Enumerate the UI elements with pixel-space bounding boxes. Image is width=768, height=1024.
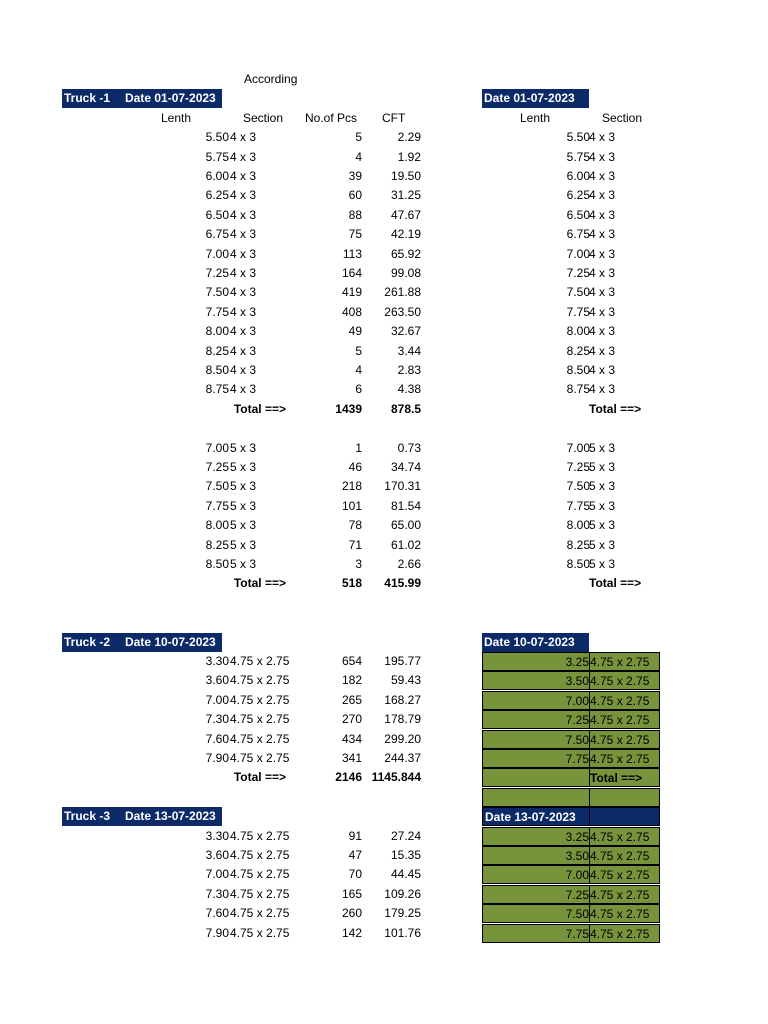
right-section-cell: 4 x 3 [589,130,616,145]
section-cell: 4.75 x 2.75 [230,673,290,688]
right-length-cell: 8.25 [566,537,590,552]
pcs-cell: 78 [348,518,362,533]
cft-cell: 1.92 [397,149,421,164]
length-cell: 7.25 [205,460,229,474]
section-cell: 4 x 3 [230,304,257,319]
right-length-cell: 3.25 [482,652,590,671]
pcs-cell: 260 [341,906,362,921]
cft-cell: 109.26 [384,886,421,901]
right-section-cell: 5 x 3 [589,440,616,455]
cft-cell: 19.50 [390,169,421,183]
pcs-cell: 70 [348,867,362,882]
right-section-cell: 4 x 3 [589,324,616,339]
right-empty-cell [589,807,660,826]
length-cell: 6.50 [205,207,229,222]
right-date-header: Date 10-07-2023 [482,633,589,652]
right-length-cell: 7.50 [566,285,590,300]
pcs-cell: 47 [348,848,362,862]
right-section-cell: 5 x 3 [589,479,616,494]
section-cell: 4.75 x 2.75 [230,906,290,921]
cft-cell: 3.44 [397,343,421,358]
right-section-cell: 4.75 x 2.75 [589,730,660,749]
right-section-cell: 4.75 x 2.75 [589,846,660,865]
cft-cell: 27.24 [390,828,421,843]
cft-cell: 34.74 [390,460,421,474]
right-total-label: Total ==> [589,401,642,416]
right-length-cell: 6.50 [566,207,590,222]
right-empty-cell [589,788,660,807]
cft-cell: 31.25 [390,188,421,203]
pcs-cell: 91 [348,828,362,843]
total-label: Total ==> [233,576,286,591]
cft-cell: 168.27 [384,692,421,707]
cft-cell: 299.20 [384,731,421,746]
cft-cell: 179.25 [384,906,421,921]
truck-label: Truck -1 [64,91,111,106]
right-section-cell: 4 x 3 [589,169,616,183]
pcs-cell: 265 [341,692,362,707]
section-cell: 5 x 3 [230,460,257,474]
length-cell: 7.50 [205,285,229,300]
right-length-cell: 7.00 [566,246,590,261]
section-cell: 4.75 x 2.75 [230,848,290,862]
section-cell: 4 x 3 [230,324,257,339]
section-cell: 4 x 3 [230,266,257,280]
right-section-cell: 4 x 3 [589,246,616,261]
length-cell: 7.60 [205,906,229,921]
right-section-cell: 4 x 3 [589,188,616,203]
right-length-cell: 7.00 [482,865,590,884]
truck-date: Date 10-07-2023 [125,634,216,649]
length-cell: 7.00 [205,440,229,455]
pcs-cell: 408 [341,304,362,319]
right-length-cell: 7.75 [566,498,590,513]
right-total-label: Total ==> [589,576,642,591]
right-length-cell: 7.50 [482,730,590,749]
section-cell: 4 x 3 [230,188,257,203]
section-cell: 5 x 3 [230,557,257,571]
section-cell: 4.75 x 2.75 [230,712,290,727]
right-length-cell: 6.75 [566,227,590,242]
right-date-header: Date 01-07-2023 [482,89,589,108]
right-section-cell: 5 x 3 [589,460,616,474]
right-length-cell: 7.00 [566,440,590,455]
right-length-cell: 5.75 [566,149,590,164]
right-section-cell: 4 x 3 [589,304,616,319]
section-cell: 4 x 3 [230,382,257,397]
right-length-cell: 3.25 [482,827,590,846]
cft-cell: 244.37 [384,751,421,765]
length-cell: 6.00 [205,169,229,183]
pcs-cell: 270 [341,712,362,727]
length-cell: 3.60 [205,848,229,862]
pcs-cell: 419 [341,285,362,300]
right-col-header-section: Section [602,110,643,125]
section-cell: 5 x 3 [230,537,257,552]
pcs-cell: 6 [355,382,362,397]
cft-cell: 65.00 [390,518,421,533]
section-cell: 4.75 x 2.75 [230,654,290,668]
pcs-cell: 60 [348,188,362,203]
cft-cell: 2.29 [397,130,421,145]
right-length-cell: 6.25 [566,188,590,203]
cft-cell: 81.54 [390,498,421,513]
total-label: Total ==> [233,401,286,416]
pcs-cell: 5 [355,343,362,358]
right-section-cell: 4 x 3 [589,363,616,377]
length-cell: 7.75 [205,498,229,513]
right-total-label: Total ==> [589,768,660,787]
cft-cell: 170.31 [384,479,421,494]
length-cell: 7.00 [205,692,229,707]
right-length-cell: 8.50 [566,557,590,571]
right-section-cell: 4.75 x 2.75 [589,691,660,710]
section-cell: 4.75 x 2.75 [230,692,290,707]
cft-cell: 65.92 [390,246,421,261]
cft-cell: 44.45 [390,867,421,882]
length-cell: 8.50 [205,363,229,377]
cft-cell: 101.76 [384,925,421,940]
col-header-pcs: No.of Pcs [305,110,358,125]
col-header-length: Lenth [161,110,192,125]
section-cell: 4 x 3 [230,343,257,358]
length-cell: 8.00 [205,324,229,339]
right-date-header: Date 13-07-2023 [482,807,590,826]
length-cell: 7.25 [205,266,229,280]
right-length-cell: 7.25 [566,266,590,280]
section-cell: 4.75 x 2.75 [230,886,290,901]
total-cft: 1145.844 [371,770,421,785]
length-cell: 7.30 [205,886,229,901]
right-section-cell: 4.75 x 2.75 [589,671,660,690]
pcs-cell: 434 [341,731,362,746]
section-cell: 4 x 3 [230,227,257,242]
truck-label: Truck -3 [64,809,111,824]
right-section-cell: 4.75 x 2.75 [589,885,660,904]
right-section-cell: 4.75 x 2.75 [589,865,660,884]
right-length-cell: 7.75 [482,924,590,943]
right-length-cell: 8.50 [566,363,590,377]
length-cell: 8.00 [205,518,229,533]
pcs-cell: 5 [355,130,362,145]
total-pcs: 518 [341,576,362,591]
section-cell: 4.75 x 2.75 [230,731,290,746]
right-section-cell: 5 x 3 [589,537,616,552]
pcs-cell: 182 [341,673,362,688]
length-cell: 7.60 [205,731,229,746]
section-cell: 4 x 3 [230,285,257,300]
cft-cell: 61.02 [390,537,421,552]
cft-cell: 178.79 [384,712,421,727]
pcs-cell: 101 [341,498,362,513]
cft-cell: 261.88 [384,285,421,300]
right-section-cell: 5 x 3 [589,518,616,533]
right-length-cell: 5.50 [566,130,590,145]
pcs-cell: 49 [348,324,362,339]
pcs-cell: 75 [348,227,362,242]
pcs-cell: 4 [355,363,362,377]
right-length-cell: 7.50 [566,479,590,494]
total-label: Total ==> [233,770,286,785]
cft-cell: 59.43 [390,673,421,688]
right-section-cell: 4 x 3 [589,227,616,242]
length-cell: 8.75 [205,382,229,397]
right-section-cell: 4.75 x 2.75 [589,827,660,846]
right-length-cell: 7.50 [482,904,590,923]
right-length-cell: 8.25 [566,343,590,358]
right-length-cell: 8.75 [566,382,590,397]
length-cell: 6.25 [205,188,229,203]
section-cell: 4 x 3 [230,207,257,222]
length-cell: 7.75 [205,304,229,319]
right-length-cell: 8.00 [566,518,590,533]
right-length-cell: 7.25 [566,460,590,474]
length-cell: 5.75 [205,149,229,164]
right-length-cell: 7.75 [566,304,590,319]
pcs-cell: 165 [341,886,362,901]
cft-cell: 47.67 [390,207,421,222]
cft-cell: 0.73 [397,440,421,455]
right-length-cell: 6.00 [566,169,590,183]
length-cell: 7.30 [205,712,229,727]
section-cell: 4 x 3 [230,149,257,164]
pcs-cell: 654 [341,654,362,668]
section-cell: 5 x 3 [230,518,257,533]
right-section-cell: 5 x 3 [589,557,616,571]
cft-cell: 42.19 [390,227,421,242]
pcs-cell: 142 [341,925,362,940]
pcs-cell: 46 [348,460,362,474]
truck-date: Date 01-07-2023 [125,91,216,106]
right-section-cell: 4.75 x 2.75 [589,924,660,943]
right-section-cell: 4.75 x 2.75 [589,710,660,729]
pcs-cell: 4 [355,149,362,164]
section-cell: 4.75 x 2.75 [230,751,290,765]
cft-cell: 2.66 [397,557,421,571]
right-length-cell: 7.00 [482,691,590,710]
truck-label: Truck -2 [64,634,111,649]
section-cell: 4 x 3 [230,363,257,377]
right-length-cell: 7.75 [482,749,590,768]
right-section-cell: 4.75 x 2.75 [589,904,660,923]
length-cell: 6.75 [205,227,229,242]
section-cell: 4 x 3 [230,246,257,261]
length-cell: 3.30 [205,828,229,843]
right-section-cell: 4 x 3 [589,382,616,397]
col-header-section: Section [243,110,284,125]
length-cell: 7.50 [205,479,229,494]
right-section-cell: 4.75 x 2.75 [589,652,660,671]
right-section-cell: 4 x 3 [589,207,616,222]
cft-cell: 4.38 [397,382,421,397]
right-section-cell: 4 x 3 [589,149,616,164]
pcs-cell: 1 [355,440,362,455]
right-section-cell: 4 x 3 [589,343,616,358]
cft-cell: 15.35 [390,848,421,862]
right-section-cell: 5 x 3 [589,498,616,513]
length-cell: 8.25 [205,537,229,552]
right-length-cell: 7.25 [482,710,590,729]
length-cell: 7.90 [205,751,229,765]
length-cell: 7.90 [205,925,229,940]
truck-date: Date 13-07-2023 [125,809,216,824]
right-empty-cell [482,768,590,787]
pcs-cell: 39 [348,169,362,183]
col-header-cft: CFT [382,110,406,125]
length-cell: 3.30 [205,654,229,668]
pcs-cell: 164 [341,266,362,280]
right-section-cell: 4 x 3 [589,266,616,280]
length-cell: 7.00 [205,246,229,261]
section-cell: 4.75 x 2.75 [230,925,290,940]
cft-cell: 2.83 [397,363,421,377]
right-length-cell: 8.00 [566,324,590,339]
section-cell: 5 x 3 [230,479,257,494]
section-cell: 4 x 3 [230,130,257,145]
cft-cell: 195.77 [384,654,421,668]
section-cell: 5 x 3 [230,440,257,455]
section-cell: 4.75 x 2.75 [230,867,290,882]
section-cell: 4.75 x 2.75 [230,828,290,843]
pcs-cell: 218 [341,479,362,494]
pcs-cell: 3 [355,557,362,571]
cft-cell: 32.67 [390,324,421,339]
total-pcs: 2146 [335,770,362,785]
pcs-cell: 88 [348,207,362,222]
pcs-cell: 71 [348,537,362,552]
length-cell: 8.25 [205,343,229,358]
right-section-cell: 4.75 x 2.75 [589,749,660,768]
right-section-cell: 4 x 3 [589,285,616,300]
total-cft: 415.99 [384,576,421,591]
right-length-cell: 3.50 [482,846,590,865]
total-pcs: 1439 [335,401,362,416]
section-cell: 5 x 3 [230,498,257,513]
right-length-cell: 3.50 [482,671,590,690]
cft-cell: 263.50 [384,304,421,319]
pcs-cell: 113 [342,246,362,261]
total-cft: 878.5 [390,401,421,416]
right-length-cell: 7.25 [482,885,590,904]
right-empty-cell [482,788,590,807]
cft-cell: 99.08 [390,266,421,280]
length-cell: 3.60 [205,673,229,688]
length-cell: 7.00 [205,867,229,882]
according-label: According [244,72,298,86]
section-cell: 4 x 3 [230,169,257,183]
right-col-header-length: Lenth [520,110,551,125]
length-cell: 8.50 [205,557,229,571]
length-cell: 5.50 [205,130,229,145]
pcs-cell: 341 [341,751,362,765]
